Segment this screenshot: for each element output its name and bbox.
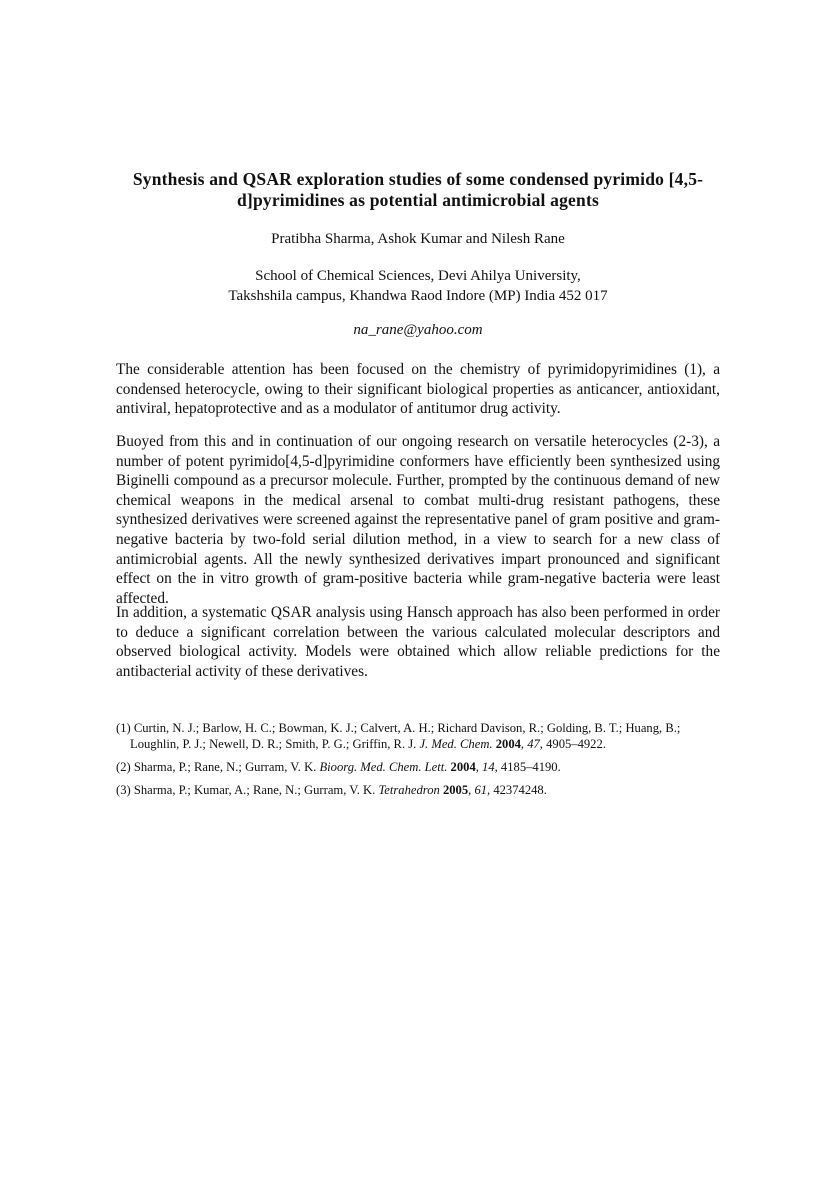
paper-title: Synthesis and QSAR exploration studies of some condensed pyrimido [4,5-d]pyrimidines as potential antimicrobial agents — [132, 169, 704, 210]
abstract-paragraph-1: The considerable attention has been focused on the chemistry of pyrimidopyrimidines (1), a condensed heterocycle, owing to their significant biological properties as anticancer, antioxidant, antiviral, hepatoprotective and as a modulator of antitumor drug activity. — [116, 361, 720, 418]
affiliation-line-1: School of Chemical Sciences, Devi Ahilya University, — [255, 268, 581, 284]
author-list: Pratibha Sharma, Ashok Kumar and Nilesh Rane — [271, 231, 565, 247]
reference-item: (1) Curtin, N. J.; Barlow, H. C.; Bowman, K. J.; Calvert, A. H.; Richard Davison, R.; Golding, B. T.; Huang, B.; Loughlin, P. J.; Newell, D. R.; Smith, P. G.; Griffin, R. J. J. Med. Chem. 2004, 47, 4905–4922. — [116, 721, 681, 751]
abstract-paragraph-2: Buoyed from this and in continuation of our ongoing research on versatile heterocycles (2-3), a number of potent pyrimido[4,5-d]pyrimidine conformers have efficiently been synthesized using Biginelli compound as a precursor molecule. Further, prompted by the continuous demand of new chemical weapons in the medical arsenal to combat multi-drug resistant pathogens, these synthesized derivatives were screened against the representative panel of gram positive and gram-negative bacteria by two-fold serial dilution method, in a view to search for a new class of antimicrobial agents. All the newly synthesized derivatives impart pronounced and significant effect on the in vitro growth of gram-positive bacteria while gram-negative bacteria were least affected. — [116, 433, 720, 607]
affiliation-line-2: Takshshila campus, Khandwa Raod Indore (MP) India 452 017 — [228, 288, 608, 304]
abstract-paragraph-3: In addition, a systematic QSAR analysis using Hansch approach has also been performed in order to deduce a significant correlation between the various calculated molecular descriptors and observed biological activity. Models were obtained which allow reliable predictions for the antibacterial activity of these derivatives. — [116, 604, 720, 680]
affiliation — [116, 266, 720, 306]
reference-list — [116, 720, 720, 805]
reference-item: (2) Sharma, P.; Rane, N.; Gurram, V. K. Bioorg. Med. Chem. Lett. 2004, 14, 4185–4190. — [116, 760, 561, 774]
author-email: na_rane@yahoo.com — [353, 322, 483, 338]
reference-item: (3) Sharma, P.; Kumar, A.; Rane, N.; Gurram, V. K. Tetrahedron 2005, 61, 42374248. — [116, 783, 547, 797]
